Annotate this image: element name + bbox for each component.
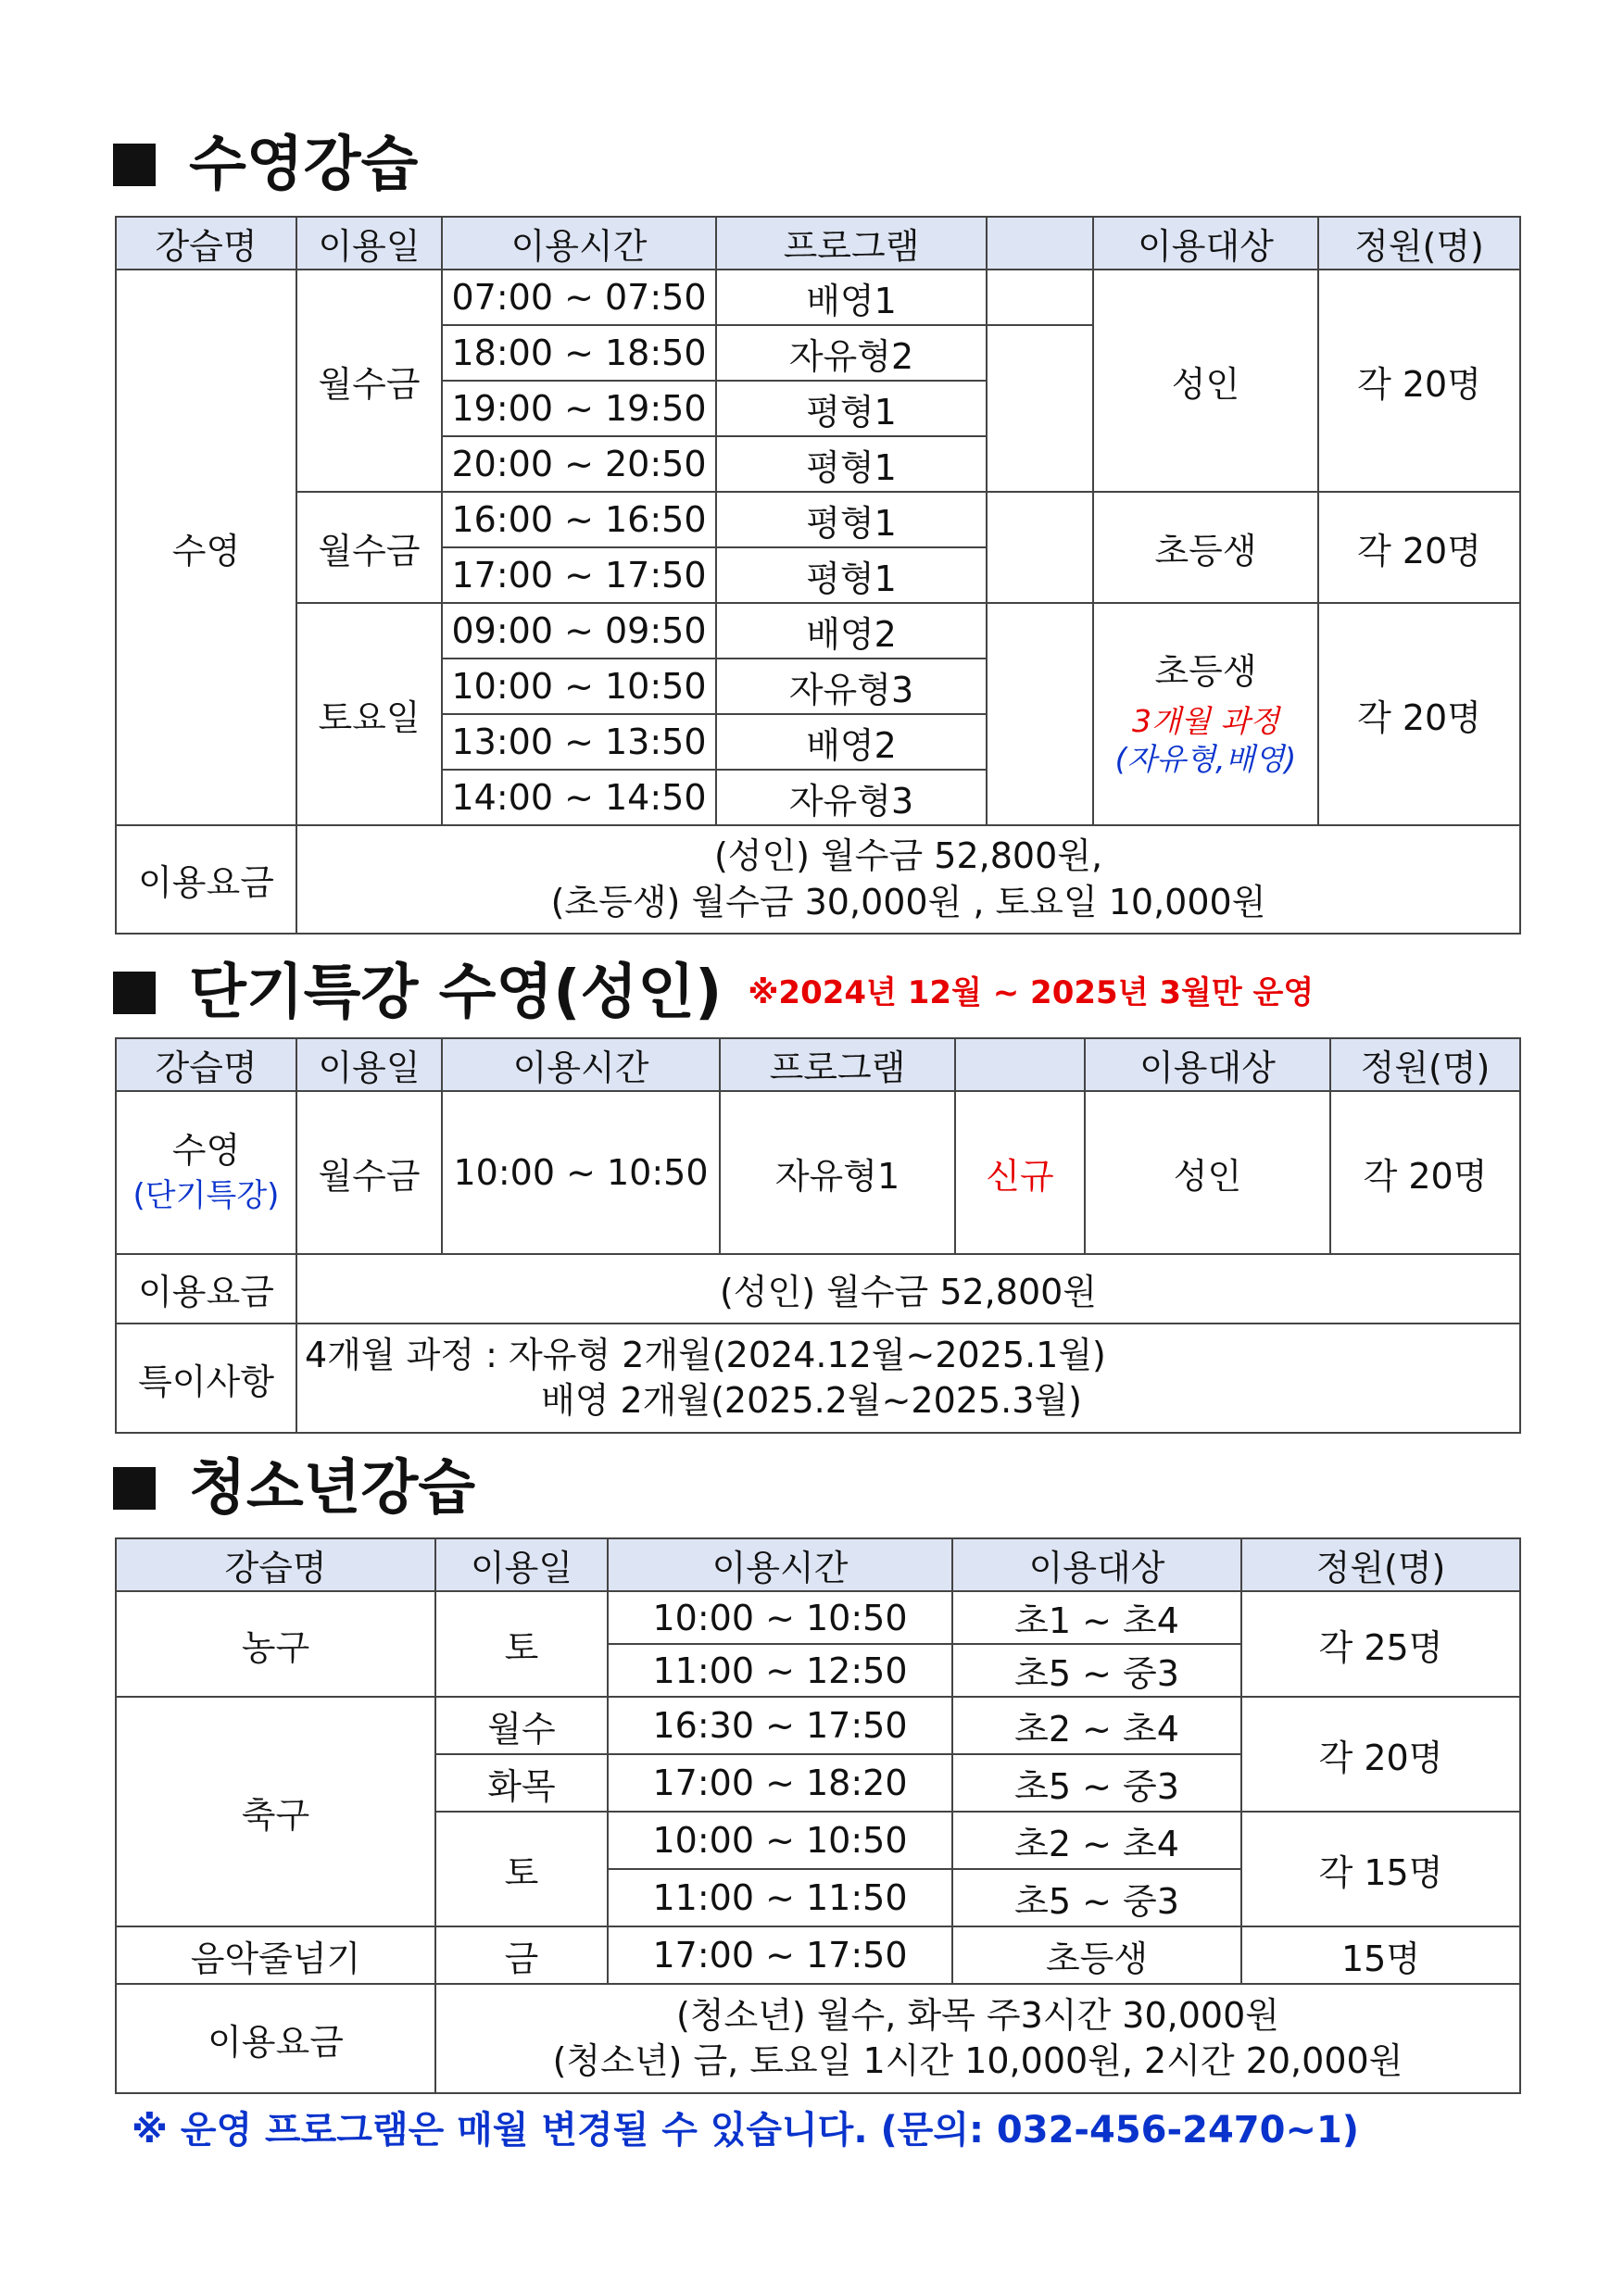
target-cell: 초2 ~ 초4 [952,1697,1241,1754]
time-cell: 17:00 ~ 17:50 [608,1926,952,1984]
time-cell: 07:00 ~ 07:50 [442,270,716,325]
fee-row [116,1984,1520,2093]
header-target: 이용대상 [1085,1038,1330,1091]
fee-cell [296,825,1520,934]
time-cell: 11:00 ~ 11:50 [608,1869,952,1926]
day-cell: 화목 [435,1754,608,1812]
square-bullet-icon [113,144,156,186]
target-cell: 초2 ~ 초4 [952,1812,1241,1869]
fee-line: (청소년) 금, 토요일 1시간 10,000원, 2시간 20,000원 [552,2040,1403,2081]
time-cell: 10:00 ~ 10:50 [442,1091,720,1254]
time-cell: 16:30 ~ 17:50 [608,1697,952,1754]
time-cell: 18:00 ~ 18:50 [442,325,716,381]
capacity-cell: 각 25명 [1241,1591,1520,1697]
header-target: 이용대상 [1093,217,1318,270]
youth-table [115,1537,1521,2094]
youth-title-text: 청소년강습 [189,1454,476,1523]
time-cell: 17:00 ~ 18:20 [608,1754,952,1812]
blank-cell [987,325,1093,492]
swim-section-title [113,131,419,199]
square-bullet-icon [113,1467,156,1510]
program-cell: 자유형2 [716,325,987,381]
day-cell: 월수 [435,1697,608,1754]
course-name-sub: (단기특강) [132,1176,280,1214]
day-cell: 월수금 [296,1091,442,1254]
special-table [115,1037,1521,1434]
capacity-cell: 각 20명 [1318,492,1520,603]
time-cell: 11:00 ~ 12:50 [608,1644,952,1697]
time-cell: 19:00 ~ 19:50 [442,381,716,436]
program-cell: 평형1 [716,436,987,492]
fee-cell [435,1984,1520,2093]
header-program: 프로그램 [720,1038,955,1091]
time-cell: 13:00 ~ 13:50 [442,714,716,770]
table-row [116,1091,1520,1254]
program-cell: 자유형3 [716,770,987,825]
special-title-text: 단기특강 수영(성인) [189,959,723,1027]
time-cell: 16:00 ~ 16:50 [442,492,716,547]
special-period-note: ※2024년 12월 ~ 2025년 3월만 운영 [748,974,1315,1011]
fee-line: (초등생) 월수금 30,000원 , 토요일 10,000원 [550,881,1266,922]
remark-line: 배영 2개월(2025.2월~2025.3월) [541,1380,1082,1421]
course-name: 음악줄넘기 [116,1926,435,1984]
header-program: 프로그램 [716,217,987,270]
special-header-row [116,1038,1520,1091]
remark-line: 4개월 과정 : 자유형 2개월(2024.12월~2025.1월) [305,1334,1106,1375]
time-cell: 09:00 ~ 09:50 [442,603,716,659]
header-day: 이용일 [296,217,442,270]
target-cell: 성인 [1093,270,1318,492]
program-cell: 배영2 [716,603,987,659]
header-capacity: 정원(명) [1330,1038,1520,1091]
program-cell: 평형1 [716,381,987,436]
header-course: 강습명 [116,217,296,270]
special-section-title [113,959,1315,1027]
header-course: 강습명 [116,1038,296,1091]
blank-cell [987,270,1093,325]
swim-header-row [116,217,1520,270]
target-cell: 초1 ~ 초4 [952,1591,1241,1644]
footer-notice: ※ 운영 프로그램은 매월 변경될 수 있습니다. (문의: 032-456-2470~1) [132,2109,1360,2152]
target-cell: 초등생 [1093,492,1318,603]
header-blank [955,1038,1085,1091]
header-course: 강습명 [116,1538,435,1591]
table-row [116,1926,1520,1984]
target-text: 초등생 [1154,651,1257,692]
program-cell: 배영1 [716,270,987,325]
course-name [116,1091,296,1254]
header-capacity: 정원(명) [1241,1538,1520,1591]
target-cell: 초5 ~ 중3 [952,1644,1241,1697]
fee-cell: (성인) 월수금 52,800원 [296,1254,1520,1324]
target-note-strokes: (자유형,배영) [1114,740,1297,777]
capacity-cell: 각 20명 [1330,1091,1520,1254]
time-cell: 20:00 ~ 20:50 [442,436,716,492]
target-cell: 초5 ~ 중3 [952,1869,1241,1926]
fee-line: (청소년) 월수, 화목 주3시간 30,000원 [676,1994,1279,2036]
swim-table [115,216,1521,935]
capacity-cell: 15명 [1241,1926,1520,1984]
day-cell: 월수금 [296,270,442,492]
time-cell: 17:00 ~ 17:50 [442,547,716,603]
blank-cell [987,603,1093,825]
header-day: 이용일 [296,1038,442,1091]
course-name: 농구 [116,1591,435,1697]
program-cell: 배영2 [716,714,987,770]
youth-section-title [113,1454,476,1523]
remark-row [116,1324,1520,1433]
table-row [116,603,1520,659]
target-cell: 초5 ~ 중3 [952,1754,1241,1812]
target-cell [1093,603,1318,825]
table-row [116,1697,1520,1754]
fee-label: 이용요금 [116,825,296,934]
time-cell: 14:00 ~ 14:50 [442,770,716,825]
course-name: 축구 [116,1697,435,1926]
day-cell: 토 [435,1591,608,1697]
header-time: 이용시간 [442,217,716,270]
program-cell: 자유형1 [720,1091,955,1254]
course-name: 수영 [116,270,296,825]
day-cell: 월수금 [296,492,442,603]
target-note-course: 3개월 과정 [1132,702,1279,739]
capacity-cell: 각 15명 [1241,1812,1520,1926]
table-row [116,1591,1520,1644]
day-cell: 토요일 [296,603,442,825]
time-cell: 10:00 ~ 10:50 [608,1812,952,1869]
capacity-cell: 각 20명 [1318,603,1520,825]
swim-title-text: 수영강습 [189,131,419,199]
program-cell: 평형1 [716,547,987,603]
header-target: 이용대상 [952,1538,1241,1591]
header-blank [987,217,1093,270]
header-day: 이용일 [435,1538,608,1591]
course-name-text: 수영 [171,1130,241,1172]
day-cell: 금 [435,1926,608,1984]
fee-line: (성인) 월수금 52,800원, [713,835,1103,877]
table-row [116,270,1520,325]
program-cell: 자유형3 [716,659,987,714]
fee-label: 이용요금 [116,1984,435,2093]
header-time: 이용시간 [442,1038,720,1091]
header-capacity: 정원(명) [1318,217,1520,270]
program-cell: 평형1 [716,492,987,547]
table-row [116,492,1520,547]
blank-cell [987,492,1093,603]
new-badge: 신규 [955,1091,1085,1254]
remark-cell [296,1324,1520,1433]
fee-label: 이용요금 [116,1254,296,1324]
capacity-cell: 각 20명 [1318,270,1520,492]
time-cell: 10:00 ~ 10:50 [442,659,716,714]
target-cell: 성인 [1085,1091,1330,1254]
fee-row [116,825,1520,934]
youth-header-row [116,1538,1520,1591]
day-cell: 토 [435,1812,608,1926]
fee-row [116,1254,1520,1324]
header-time: 이용시간 [608,1538,952,1591]
time-cell: 10:00 ~ 10:50 [608,1591,952,1644]
target-cell: 초등생 [952,1926,1241,1984]
remark-label: 특이사항 [116,1324,296,1433]
square-bullet-icon [113,972,156,1014]
capacity-cell: 각 20명 [1241,1697,1520,1812]
